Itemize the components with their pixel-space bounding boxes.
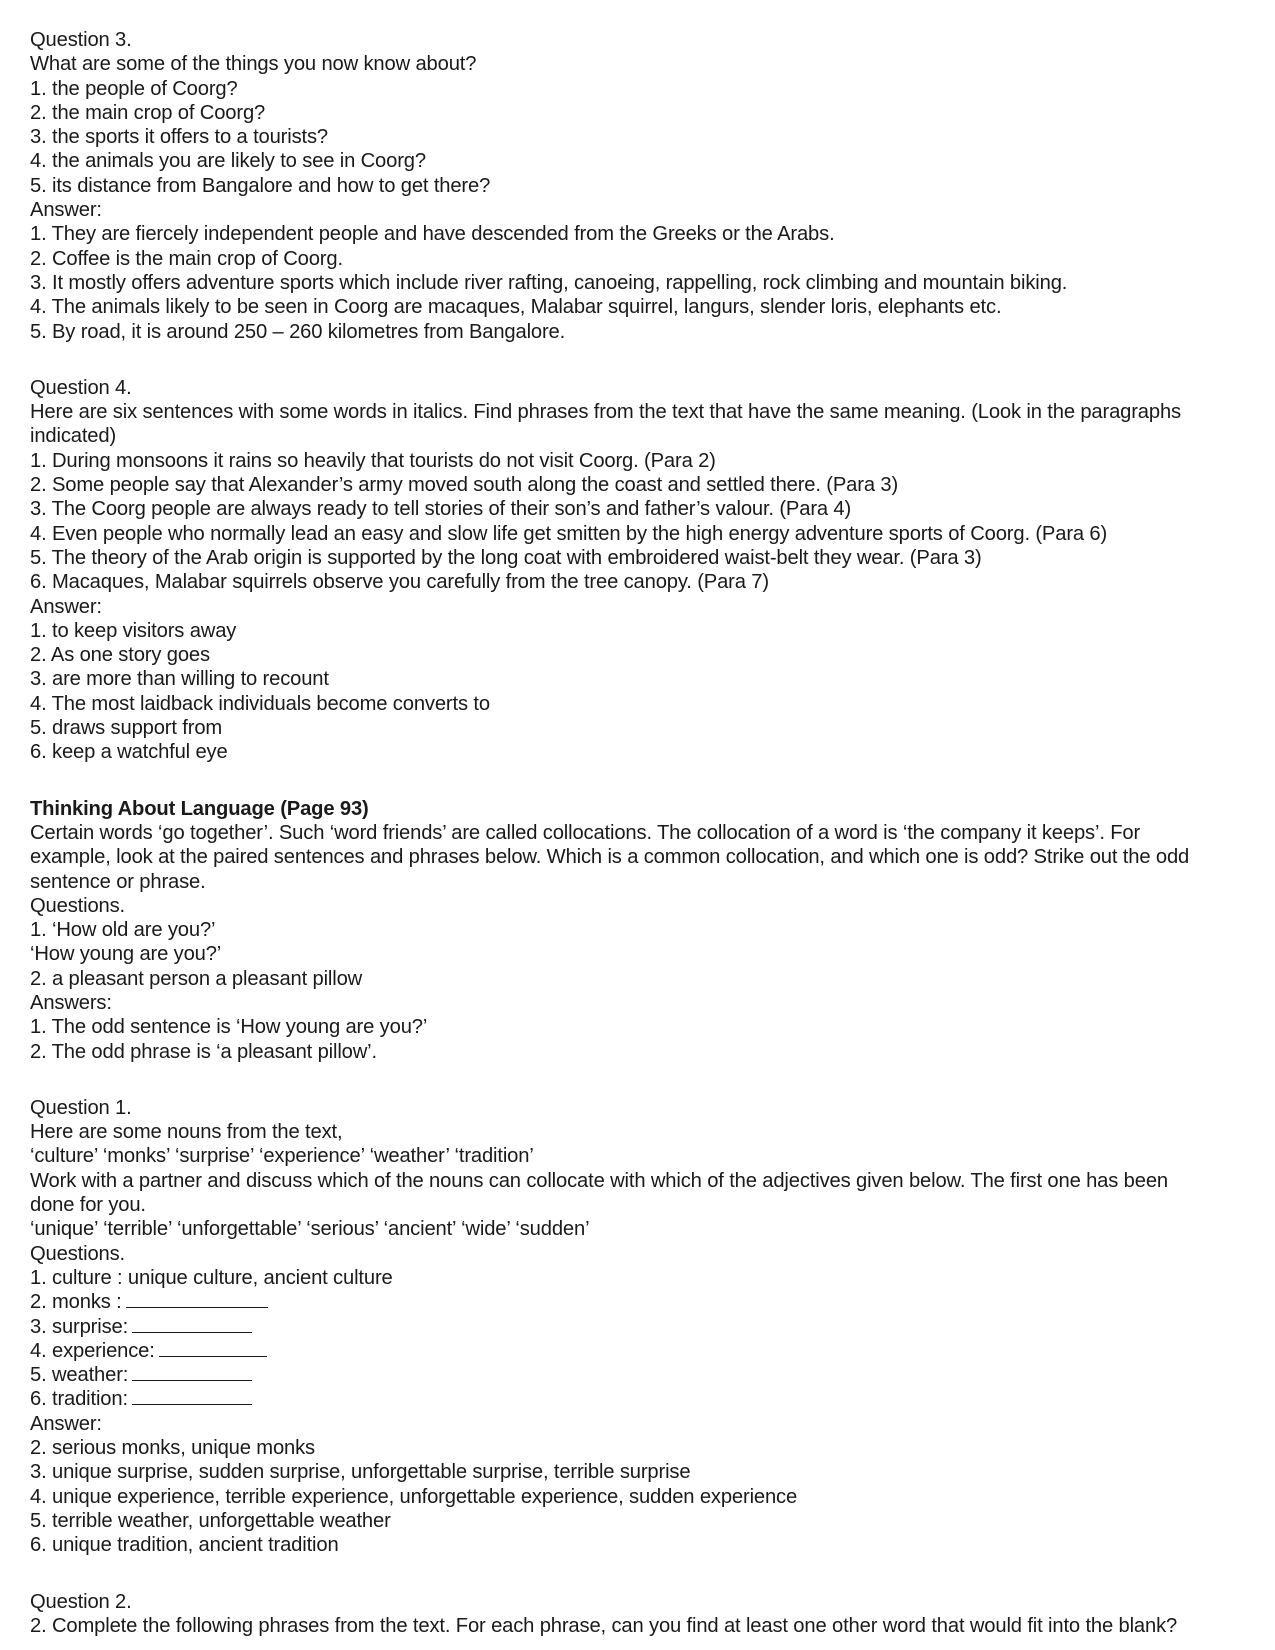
question-item: 1. During monsoons it rains so heavily that tourists do not visit Coorg. (Para 2) [30, 449, 716, 472]
answer-label: Answer: [30, 199, 102, 222]
instruction-text: Work with a partner and discuss which of the nouns can collocate with which of the adjectives given below. The first one has been [30, 1169, 1168, 1192]
question-2-section [30, 1590, 1260, 1639]
question-item: 2. a pleasant person a pleasant pillow [30, 967, 363, 990]
question-2-title: Question 2. [30, 1590, 132, 1613]
answer-item: 1. They are fiercely independent people and have descended from the Greeks or the Arabs. [30, 223, 835, 246]
question-item: 3. The Coorg people are always ready to tell stories of their son’s and father’s valour. (Para 4) [30, 498, 852, 521]
question-4-prompt: Here are six sentences with some words in italics. Find phrases from the text that have the same meaning. (Look in the paragraphs [30, 401, 1181, 424]
intro-text: Certain words ‘go together’. Such ‘word friends’ are called collocations. The collocation of a word is ‘the company it keeps’. For [30, 821, 1141, 844]
answer-item: 5. draws support from [30, 717, 223, 740]
questions-label: Questions. [30, 1242, 126, 1265]
question-3-prompt: What are some of the things you now know about? [30, 53, 477, 76]
answer-item: 5. By road, it is around 250 – 260 kilometres from Bangalore. [30, 320, 566, 343]
intro-text: example, look at the paired sentences and phrases below. Which is a common collocation, and which one is odd? Strike out the odd [30, 846, 1190, 869]
answer-item: 3. It mostly offers adventure sports which include river rafting, canoeing, rappelling, rock climbing and mountain biking. [30, 271, 1068, 294]
answer-label: Answer: [30, 1412, 102, 1435]
adjective-list: ‘unique’ ‘terrible’ ‘unforgettable’ ‘serious’ ‘ancient’ ‘wide’ ‘sudden’ [30, 1218, 590, 1241]
answer-item: 5. terrible weather, unforgettable weather [30, 1509, 391, 1532]
fill-in-blank [132, 1315, 252, 1333]
question-item: 5. The theory of the Arab origin is supported by the long coat with embroidered waist-belt they wear. (Para 3) [30, 546, 982, 569]
answer-item: 3. unique surprise, sudden surprise, unforgettable surprise, terrible surprise [30, 1461, 691, 1484]
example-item: 1. culture : unique culture, ancient culture [30, 1266, 393, 1289]
question-item: 5. its distance from Bangalore and how to get there? [30, 174, 491, 197]
answer-item: 4. The most laidback individuals become converts to [30, 692, 490, 715]
question-item: 2. the main crop of Coorg? [30, 101, 266, 124]
answer-item: 2. Coffee is the main crop of Coorg. [30, 247, 343, 270]
answer-item: 4. unique experience, terrible experience, unforgettable experience, sudden experience [30, 1485, 798, 1508]
answer-label: Answer: [30, 595, 102, 618]
blank-label: 4. experience: [30, 1339, 155, 1362]
instruction-text: done for you. [30, 1194, 146, 1217]
question-3-title: Question 3. [30, 29, 132, 51]
answer-item: 2. As one story goes [30, 644, 210, 667]
question-item: 4. Even people who normally lead an easy and slow life get smitten by the high energy adventure sports of Coorg. (Para 6) [30, 522, 1108, 545]
answer-item: 2. The odd phrase is ‘a pleasant pillow’. [30, 1040, 377, 1063]
question-item: 3. the sports it offers to a tourists? [30, 126, 329, 149]
answers-label: Answers: [30, 991, 112, 1014]
fill-in-blank [126, 1290, 268, 1308]
question-item: 1. the people of Coorg? [30, 77, 238, 100]
blank-item [30, 1387, 1260, 1411]
blank-item [30, 1339, 1260, 1363]
fill-in-blank [159, 1339, 267, 1357]
question-item: 6. Macaques, Malabar squirrels observe you carefully from the tree canopy. (Para 7) [30, 571, 769, 594]
question-item: ‘How young are you?’ [30, 943, 222, 966]
questions-label: Questions. [30, 894, 126, 917]
blank-item [30, 1363, 1260, 1387]
blank-label: 6. tradition: [30, 1388, 128, 1411]
question-1-title: Question 1. [30, 1096, 132, 1119]
blank-label: 5. weather: [30, 1364, 129, 1387]
answer-item: 6. keep a watchful eye [30, 741, 228, 764]
question-item: 2. Some people say that Alexander’s army moved south along the coast and settled there. (Para 3) [30, 474, 899, 497]
blank-item [30, 1315, 1260, 1339]
question-2-prompt: 2. Complete the following phrases from the text. For each phrase, can you find at least one other word that would fit into the blank? [30, 1614, 1178, 1637]
answer-item: 6. unique tradition, ancient tradition [30, 1534, 339, 1557]
section-heading: Thinking About Language (Page 93) [30, 797, 369, 820]
intro-text: sentence or phrase. [30, 870, 206, 893]
answer-item: 2. serious monks, unique monks [30, 1437, 315, 1460]
noun-list: ‘culture’ ‘monks’ ‘surprise’ ‘experience’ ‘weather’ ‘tradition’ [30, 1145, 534, 1168]
fill-in-blank [132, 1363, 252, 1381]
question-item: 4. the animals you are likely to see in Coorg? [30, 150, 426, 173]
answer-item: 3. are more than willing to recount [30, 668, 329, 691]
answer-item: 1. The odd sentence is ‘How young are you?’ [30, 1016, 428, 1039]
thinking-about-language-section [30, 797, 1260, 1064]
document-page [30, 28, 1260, 1638]
question-item: 1. ‘How old are you?’ [30, 919, 216, 942]
question-1-section [30, 1096, 1260, 1558]
question-4-section [30, 376, 1260, 765]
fill-in-blank [132, 1387, 252, 1405]
blank-item [30, 1290, 1260, 1314]
question-3-section [30, 28, 1260, 344]
answer-item: 4. The animals likely to be seen in Coorg are macaques, Malabar squirrel, langurs, slender loris, elephants etc. [30, 296, 1002, 319]
answer-item: 1. to keep visitors away [30, 619, 237, 642]
blank-label: 2. monks : [30, 1291, 122, 1314]
blank-label: 3. surprise: [30, 1315, 129, 1338]
question-4-title: Question 4. [30, 376, 132, 399]
question-1-intro: Here are some nouns from the text, [30, 1121, 343, 1144]
question-4-prompt-cont: indicated) [30, 425, 117, 448]
